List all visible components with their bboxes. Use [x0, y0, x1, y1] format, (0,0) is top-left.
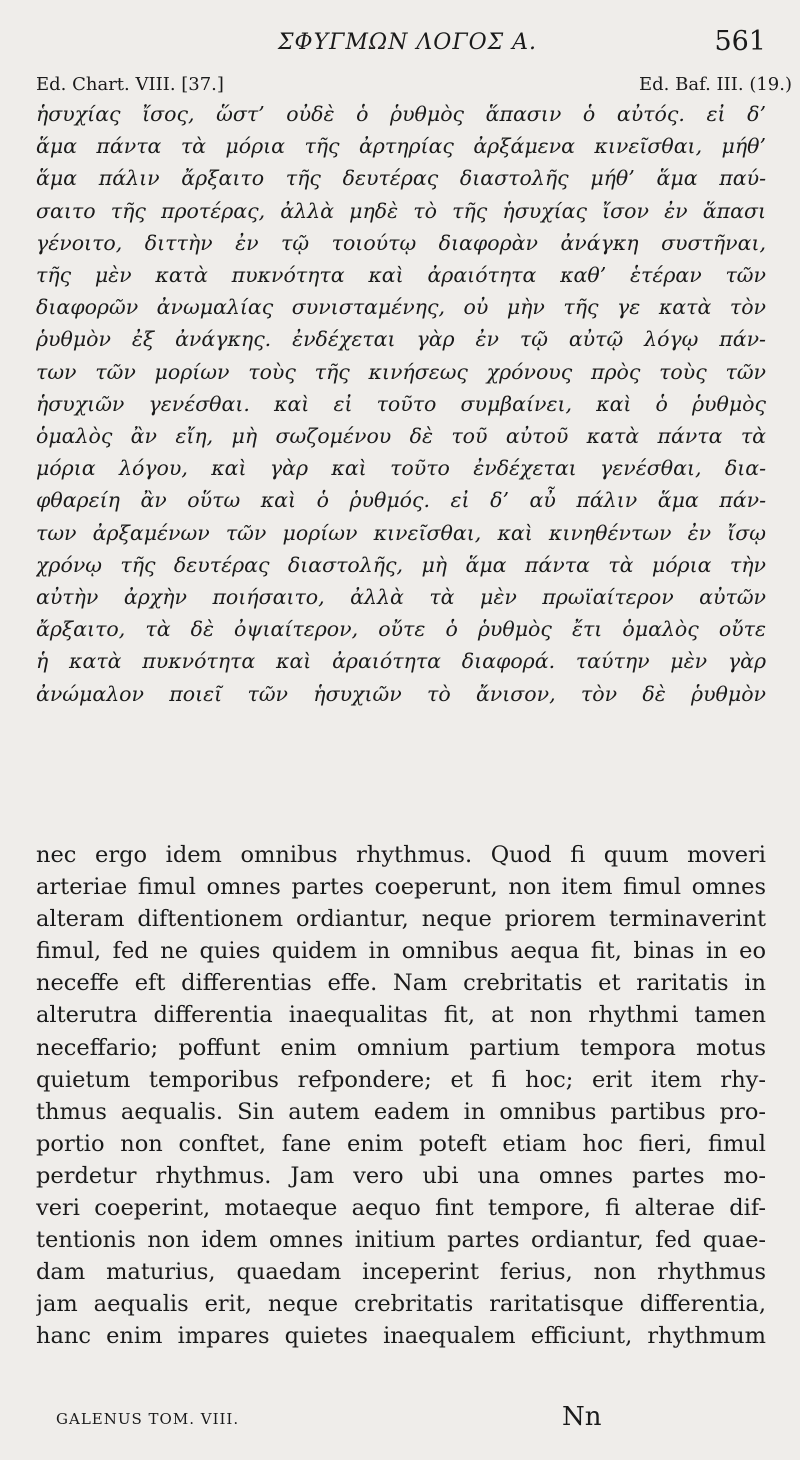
latin-text-line: veri coeperint, motaeque aequo fint tempore, fi alterae dif-	[36, 1195, 766, 1222]
greek-text-line: γένοιτο, διττὴν ἐν τῷ τοιούτῳ διαφορὰν ἀνάγκη συστῆναι,	[36, 230, 766, 255]
greek-text-line: αὐτὴν ἀρχὴν ποιήσαιτο, ἀλλὰ τὰ μὲν πρωϊαίτερον αὐτῶν	[36, 585, 766, 610]
latin-text-line: jam aequalis erit, neque crebritatis raritatisque differentia,	[36, 1291, 766, 1318]
gathering-signature: Nn	[562, 1402, 602, 1432]
greek-text-line: τῆς μὲν κατὰ πυκνότητα καὶ ἀραιότητα καθ’ ἑτέραν τῶν	[36, 263, 766, 288]
greek-text-line: μόρια λόγου, καὶ γὰρ καὶ τοῦτο ἐνδέχεται γενέσθαι, δια-	[36, 456, 766, 481]
edition-chartier-ref: Ed. Chart. VIII. [37.]	[36, 74, 224, 95]
latin-text-line: arteriae fimul omnes partes coeperunt, non item fimul omnes	[36, 874, 766, 901]
latin-text-line: neceffario; poffunt enim omnium partium tempora motus	[36, 1034, 766, 1061]
greek-text-line: ἡσυχίας ἴσος, ὥστ’ οὐδὲ ὁ ῥυθμὸς ἅπασιν ὁ αὐτός. εἰ δ’	[36, 102, 766, 126]
greek-text-line: ὁμαλὸς ἂν εἴη, μὴ σωζομένου δὲ τοῦ αὐτοῦ κατὰ πάντα τὰ	[36, 424, 766, 449]
volume-signature: GALENUS TOM. VIII.	[56, 1410, 240, 1428]
page-number: 561	[714, 26, 766, 57]
latin-text-block	[36, 839, 766, 1353]
greek-text-line: ἡ κατὰ πυκνότητα καὶ ἀραιότητα διαφορά. ταύτην μὲν γὰρ	[36, 649, 766, 674]
latin-text-line: perdetur rhythmus. Jam vero ubi una omnes partes mo-	[36, 1162, 766, 1189]
page-footer	[56, 1404, 756, 1444]
latin-text-line: hanc enim impares quietes inaequalem efficiunt, rhythmum	[36, 1323, 766, 1350]
greek-text-line: ἡσυχιῶν γενέσθαι. καὶ εἰ τοῦτο συμβαίνει, καὶ ὁ ῥυθμὸς	[36, 391, 766, 416]
edition-references	[36, 74, 792, 100]
running-title: ΣΦΥΓΜΩΝ ΛΟΓΟΣ Α.	[278, 30, 538, 55]
greek-text-line: ἅμα πάντα τὰ μόρια τῆς ἀρτηρίας ἀρξάμενα κινεῖσθαι, μήθ’	[36, 134, 766, 159]
greek-text-line: ῥυθμὸν ἐξ ἀνάγκης. ἐνδέχεται γὰρ ἐν τῷ αὐτῷ λόγῳ πάν-	[36, 327, 766, 352]
greek-text-line: σαιτο τῆς προτέρας, ἀλλὰ μηδὲ τὸ τῆς ἡσυχίας ἴσον ἐν ἅπασι	[36, 198, 766, 223]
greek-text-line: διαφορῶν ἀνωμαλίας συνισταμένης, οὐ μὴν τῆς γε κατὰ τὸν	[36, 295, 766, 320]
latin-text-line: neceffe eft differentias effe. Nam crebritatis et raritatis in	[36, 970, 766, 997]
latin-text-line: portio non conftet, fane enim poteft etiam hoc fieri, fimul	[36, 1130, 766, 1157]
latin-text-line: tentionis non idem omnes initium partes ordiantur, fed quae-	[36, 1227, 766, 1254]
greek-text-line: χρόνῳ τῆς δευτέρας διαστολῆς, μὴ ἅμα πάντα τὰ μόρια τὴν	[36, 552, 766, 577]
greek-text-line: φθαρείη ἂν οὕτω καὶ ὁ ῥυθμός. εἰ δ’ αὖ πάλιν ἅμα πάν-	[36, 488, 766, 513]
latin-text-line: quietum temporibus refpondere; et fi hoc; erit item rhy-	[36, 1066, 766, 1093]
latin-text-line: nec ergo idem omnibus rhythmus. Quod fi quum moveri	[36, 842, 766, 868]
running-head	[0, 26, 800, 66]
latin-text-line: alterutra differentia inaequalitas fit, at non rhythmi tamen	[36, 1002, 766, 1029]
edition-basel-ref: Ed. Baf. III. (19.)	[639, 74, 792, 95]
latin-text-line: dam maturius, quaedam inceperint ferius, non rhythmus	[36, 1259, 766, 1286]
greek-text-line: των τῶν μορίων τοὺς τῆς κινήσεως χρόνους πρὸς τοὺς τῶν	[36, 359, 766, 384]
latin-text-line: alteram diftentionem ordiantur, neque priorem terminaverint	[36, 906, 766, 933]
greek-text-line: των ἀρξαμένων τῶν μορίων κινεῖσθαι, καὶ κινηθέντων ἐν ἴσῳ	[36, 520, 766, 545]
greek-text-line: ἄρξαιτο, τὰ δὲ ὀψιαίτερον, οὔτε ὁ ῥυθμὸς ἔτι ὁμαλὸς οὔτε	[36, 617, 766, 642]
latin-text-line: fimul, fed ne quies quidem in omnibus aequa fit, binas in eo	[36, 938, 766, 965]
greek-text-block	[36, 98, 766, 710]
latin-text-line: thmus aequalis. Sin autem eadem in omnibus partibus pro-	[36, 1098, 766, 1125]
greek-text-line: ἀνώμαλον ποιεῖ τῶν ἡσυχιῶν τὸ ἄνισον, τὸν δὲ ῥυθμὸν	[36, 681, 766, 706]
greek-text-line: ἅμα πάλιν ἄρξαιτο τῆς δευτέρας διαστολῆς μήθ’ ἅμα παύ-	[36, 166, 766, 191]
